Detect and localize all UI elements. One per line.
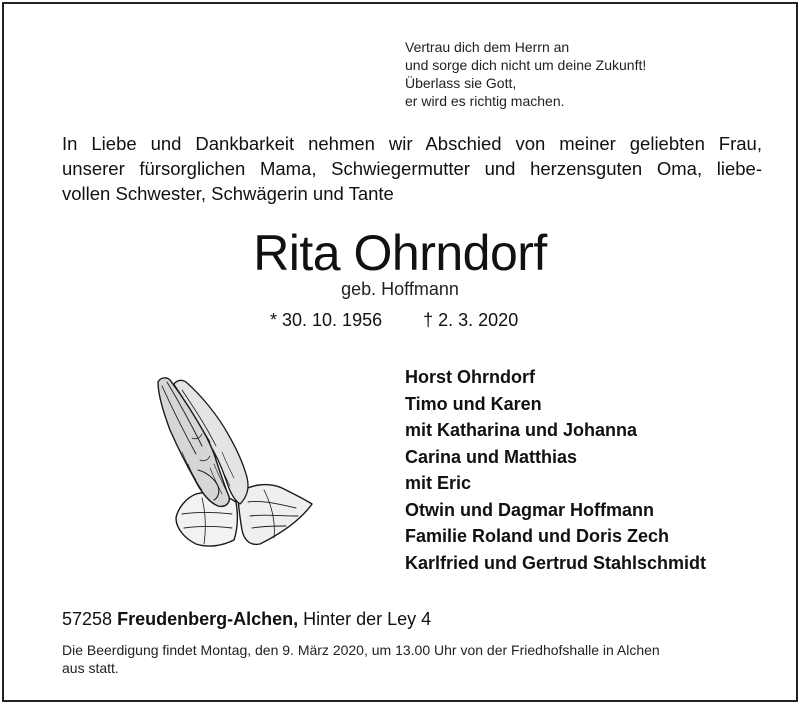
intro-line: In Liebe und Dankbarkeit nehmen wir Abschied von meiner geliebten Frau, [62,133,762,154]
mourners-list [405,364,706,576]
deceased-name: Rita Ohrndorf [253,225,547,281]
mourner-line: mit Eric [405,473,472,493]
address-city: Freudenberg-Alchen, [117,609,299,629]
mourner-line: Horst Ohrndorf [405,367,535,387]
verse-line: er wird es richtig machen. [405,93,565,109]
mourner-line: Familie Roland und Doris Zech [405,526,670,546]
mourner-line: mit Katharina und Johanna [405,420,638,440]
intro-line: vollen Schwester, Schwägerin und Tante [62,183,394,204]
intro-line: unserer fürsorglichen Mama, Schwiegermutter und herzensguten Oma, liebe- [62,158,762,179]
mourner-line: Karlfried und Gertrud Stahlschmidt [405,552,707,573]
address-street: Hinter der Ley 4 [303,609,432,629]
bible-verse [405,38,646,110]
address-line [62,608,431,630]
funeral-line: Die Beerdigung findet Montag, den 9. März 2020, um 13.00 Uhr von der Friedhofshalle in Alchen [62,642,660,658]
verse-line: Vertrau dich dem Herrn an [405,39,570,55]
address-postcode: 57258 [62,609,113,629]
mourner-line: Carina und Matthias [405,446,578,467]
birth-date: * 30. 10. 1956 [270,310,383,330]
funeral-line: aus statt. [62,660,119,676]
intro-text [62,131,762,206]
obituary-notice [2,2,798,702]
death-date: † 2. 3. 2020 [423,310,519,330]
verse-line: und sorge dich nicht um deine Zukunft! [405,57,647,73]
life-dates [270,309,518,331]
mourner-line: Timo und Karen [405,393,542,414]
verse-line: Überlass sie Gott, [405,75,517,91]
birth-name: geb. Hoffmann [341,279,459,299]
funeral-info [62,641,752,677]
mourner-line: Otwin und Dagmar Hoffmann [405,499,654,520]
praying-hands-icon [152,368,317,563]
